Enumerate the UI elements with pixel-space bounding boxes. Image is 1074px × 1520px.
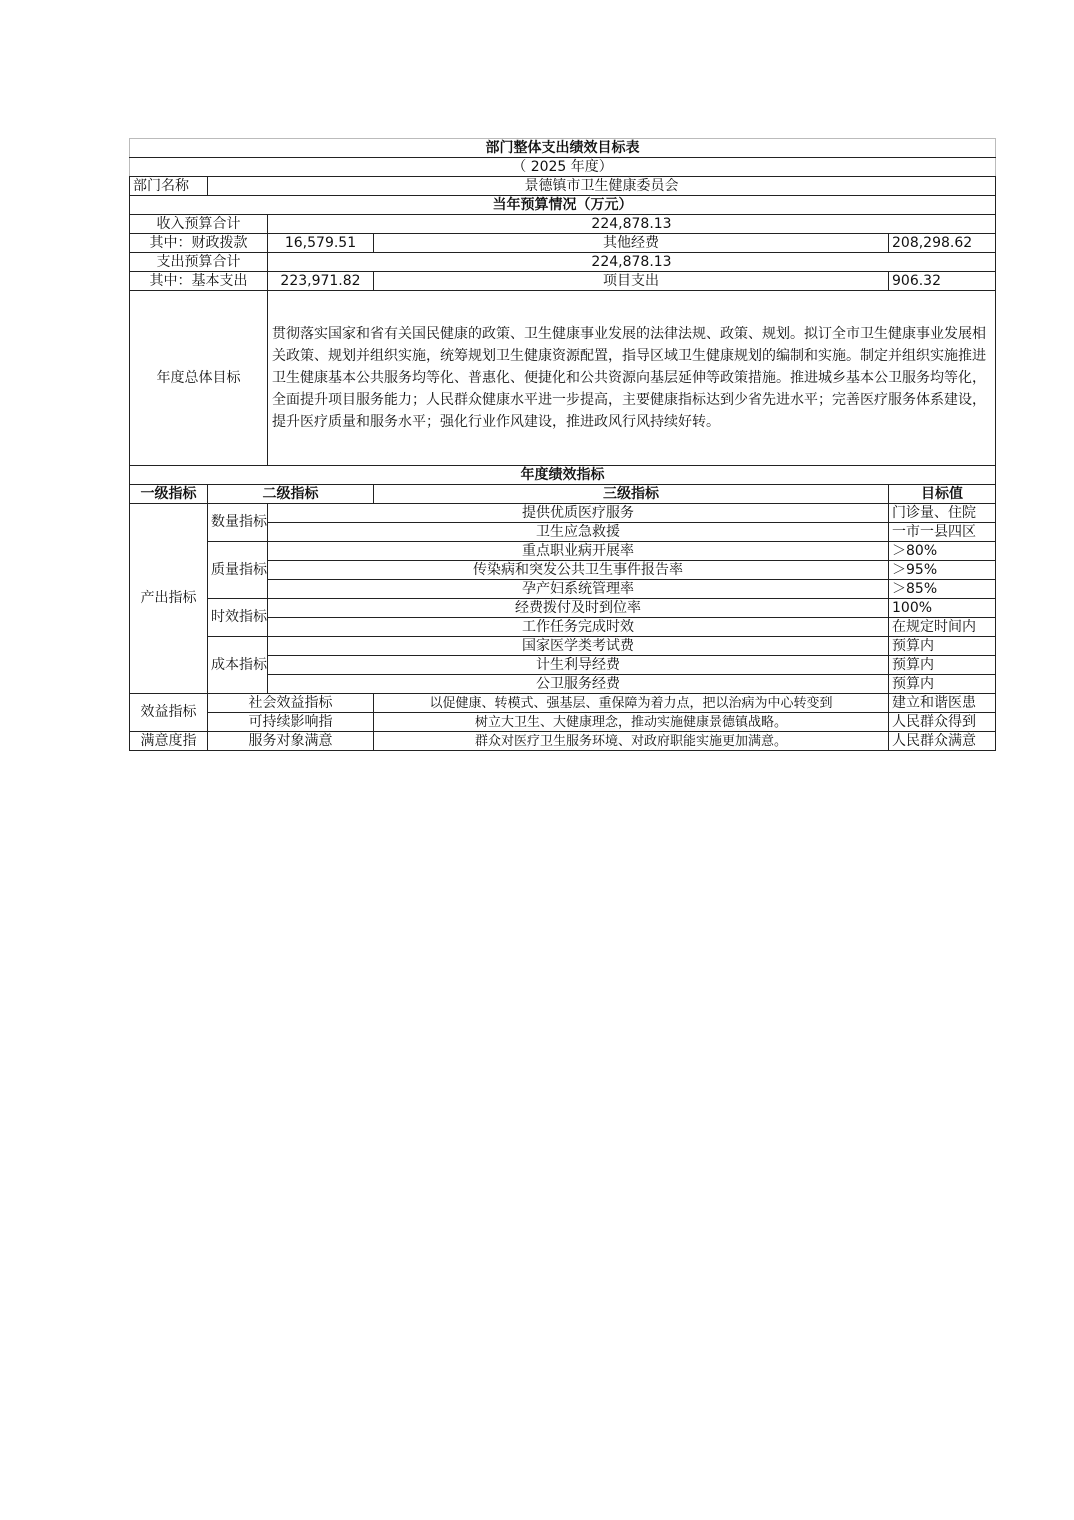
target-cell: 预算内 [889, 637, 996, 656]
year-row [130, 158, 996, 177]
fiscal-value: 16,579.51 [268, 234, 374, 253]
level3-cell: 群众对医疗卫生服务环境、对政府职能实施更加满意。 [374, 732, 889, 751]
annual-goal-text: 贯彻落实国家和省有关国民健康的政策、卫生健康事业发展的法律法规、政策、规划。拟订全市卫生健康事业发展相关政策、规划并组织实施，统筹规划卫生健康资源配置，指导区域卫生健康规划的编制和实施。制定并组织实施推进卫生健康基本公共服务均等化、普惠化、便捷化和公共资源向基层延伸等政策措施。推进城乡基本公卫服务均等化，全面提升项目服务能力；人民群众健康水平进一步提高，主要健康指标达到少省先进水平；完善医疗服务体系建设，提升医疗质量和服务水平；强化行业作风建设，推进政风行风持续好转。 [268, 291, 996, 466]
table-row [130, 713, 996, 732]
table-row [130, 694, 996, 713]
annual-goal-label: 年度总体目标 [130, 291, 268, 466]
target-cell: 100% [889, 599, 996, 618]
level3-cell: 传染病和突发公共卫生事件报告率 [268, 561, 889, 580]
project-expense-label: 项目支出 [374, 272, 889, 291]
basic-expense-value: 223,971.82 [268, 272, 374, 291]
target-cell: ＞80% [889, 542, 996, 561]
level3-cell: 工作任务完成时效 [268, 618, 889, 637]
target-cell: 人民群众满意 [889, 732, 996, 751]
table-row [130, 504, 996, 523]
table-title: 部门整体支出绩效目标表 [130, 139, 996, 158]
indicators-header-row [130, 485, 996, 504]
indicators-section-title: 年度绩效指标 [130, 466, 996, 485]
level3-cell: 提供优质医疗服务 [268, 504, 889, 523]
dept-value: 景德镇市卫生健康委员会 [208, 177, 996, 196]
level3-cell: 孕产妇系统管理率 [268, 580, 889, 599]
other-funds-value: 208,298.62 [889, 234, 996, 253]
budget-section-row [130, 196, 996, 215]
target-cell: ＞85% [889, 580, 996, 599]
target-cell: 预算内 [889, 675, 996, 694]
level1-cell: 满意度指 [130, 732, 208, 751]
target-cell: ＞95% [889, 561, 996, 580]
year-label: （ 2025 年度） [130, 158, 996, 177]
level2-cell: 服务对象满意 [208, 732, 374, 751]
indicators-section-row [130, 466, 996, 485]
expense-total-label: 支出预算合计 [130, 253, 268, 272]
target-cell: 一市一县四区 [889, 523, 996, 542]
target-cell: 人民群众得到 [889, 713, 996, 732]
other-funds-label: 其他经费 [374, 234, 889, 253]
level3-cell: 经费拨付及时到位率 [268, 599, 889, 618]
income-total-value: 224,878.13 [268, 215, 996, 234]
expense-total-value: 224,878.13 [268, 253, 996, 272]
table-row [130, 732, 996, 751]
level3-cell: 公卫服务经费 [268, 675, 889, 694]
dept-row [130, 177, 996, 196]
title-row [130, 139, 996, 158]
income-total-label: 收入预算合计 [130, 215, 268, 234]
performance-target-sheet [129, 138, 986, 751]
project-expense-value: 906.32 [889, 272, 996, 291]
level3-cell: 卫生应急救援 [268, 523, 889, 542]
level3-cell: 计生利导经费 [268, 656, 889, 675]
level3-cell: 以促健康、转模式、强基层、重保障为着力点，把以治病为中心转变到 [374, 694, 889, 713]
header-level2: 二级指标 [208, 485, 374, 504]
performance-target-table [129, 138, 996, 751]
level2-cell: 质量指标 [208, 542, 268, 599]
target-cell: 建立和谐医患 [889, 694, 996, 713]
target-cell: 在规定时间内 [889, 618, 996, 637]
target-cell: 预算内 [889, 656, 996, 675]
annual-goal-row [130, 291, 996, 466]
target-cell: 门诊量、住院 [889, 504, 996, 523]
dept-label: 部门名称 [130, 177, 208, 196]
header-level3: 三级指标 [374, 485, 889, 504]
fiscal-row [130, 234, 996, 253]
level2-cell: 数量指标 [208, 504, 268, 542]
level1-cell: 产出指标 [130, 504, 208, 694]
level2-cell: 成本指标 [208, 637, 268, 694]
basic-expense-label: 其中：基本支出 [130, 272, 268, 291]
budget-section-title: 当年预算情况（万元） [130, 196, 996, 215]
level3-cell: 重点职业病开展率 [268, 542, 889, 561]
table-row [130, 542, 996, 561]
level2-cell: 可持续影响指 [208, 713, 374, 732]
header-target: 目标值 [889, 485, 996, 504]
level2-cell: 时效指标 [208, 599, 268, 637]
header-level1: 一级指标 [130, 485, 208, 504]
basic-expense-row [130, 272, 996, 291]
level3-cell: 国家医学类考试费 [268, 637, 889, 656]
level3-cell: 树立大卫生、大健康理念，推动实施健康景德镇战略。 [374, 713, 889, 732]
income-total-row [130, 215, 996, 234]
table-row [130, 599, 996, 618]
level2-cell: 社会效益指标 [208, 694, 374, 713]
table-row [130, 637, 996, 656]
level1-cell: 效益指标 [130, 694, 208, 732]
fiscal-label: 其中：财政拨款 [130, 234, 268, 253]
expense-total-row [130, 253, 996, 272]
